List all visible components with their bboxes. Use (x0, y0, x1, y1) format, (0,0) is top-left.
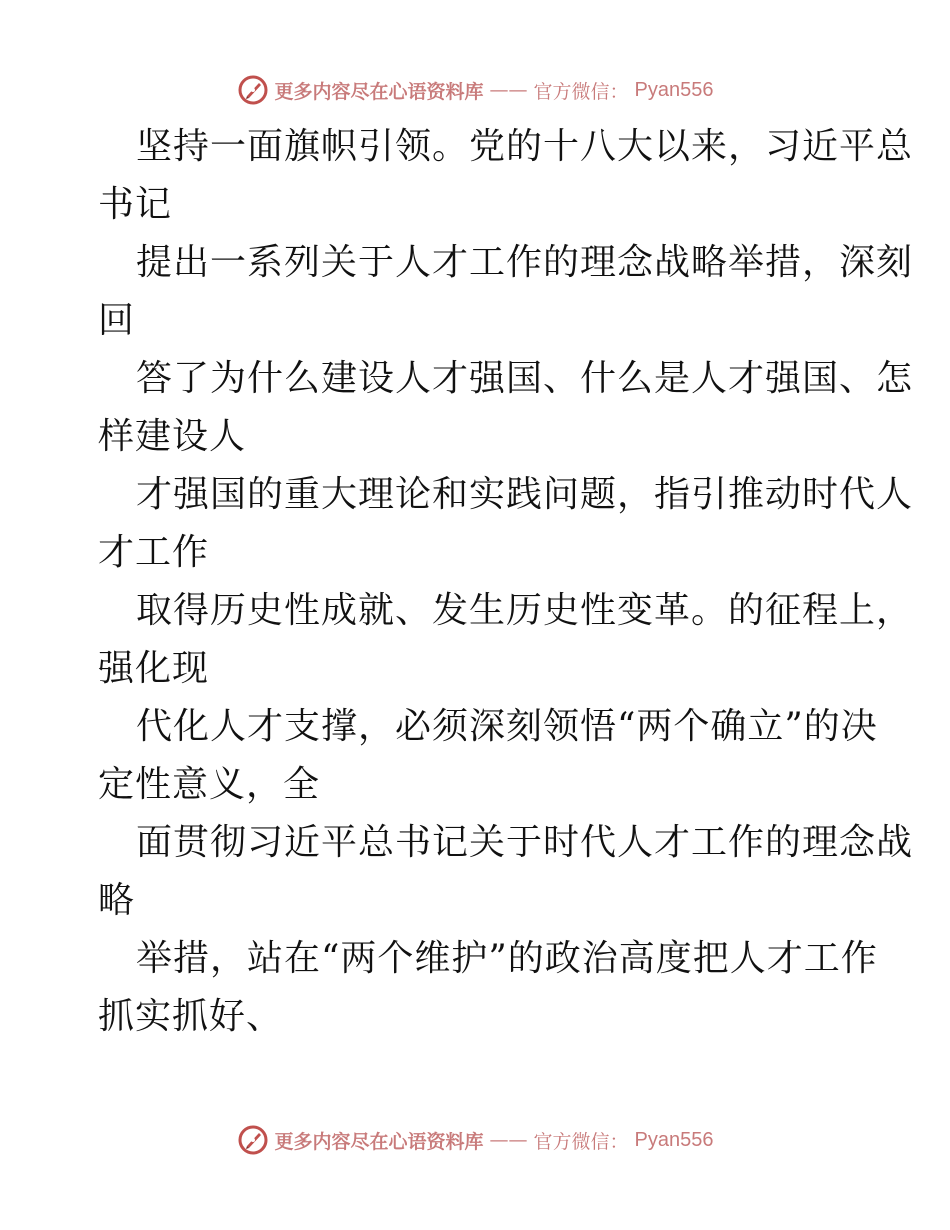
pen-logo-icon (237, 1124, 269, 1156)
footer-wechat-label: 官方微信： (533, 1130, 629, 1153)
page-header (0, 70, 950, 110)
paragraph-line: 代化人才支撑，必须深刻领悟“两个确立”的决 (136, 706, 878, 747)
paragraph-line: 取得历史性成就、发生历史性变革。的征程上， (136, 590, 914, 631)
paragraph-line: 坚持一面旗帜引领。党的十八大以来，习近平总 (136, 126, 914, 167)
paragraph-continuation: 略 (98, 880, 136, 921)
paragraph-continuation: 定性意义，全 (98, 764, 321, 805)
paragraph-line: 提出一系列关于人才工作的理念战略举措，深刻 (136, 242, 914, 283)
header-wechat-id: Pyan556 (634, 78, 714, 101)
paragraph-line: 面贯彻习近平总书记关于时代人才工作的理念战 (136, 822, 914, 863)
paragraph-line: 答了为什么建设人才强国、什么是人才强国、怎 (136, 358, 914, 399)
header-brand-dash: —— (489, 79, 528, 101)
paragraph-continuation: 样建设人 (98, 416, 247, 457)
pen-logo-icon (237, 74, 269, 106)
header-wechat-label: 官方微信： (533, 80, 629, 103)
footer-brand-dash: —— (489, 1129, 528, 1151)
paragraph-continuation: 才工作 (98, 532, 210, 573)
page-footer (0, 1120, 950, 1160)
paragraph-line: 举措，站在“两个维护”的政治高度把人才工作 (136, 938, 878, 979)
footer-brand (237, 1124, 714, 1156)
paragraph-continuation: 书记 (98, 184, 173, 225)
header-brand (237, 74, 714, 106)
footer-wechat-id: Pyan556 (634, 1128, 714, 1151)
document-body (98, 118, 914, 1046)
paragraph-continuation: 回 (98, 300, 136, 341)
paragraph-continuation: 抓实抓好、 (98, 996, 284, 1037)
header-brand-text: 更多内容尽在心语资料库 (274, 80, 484, 103)
paragraph-continuation: 强化现 (98, 648, 210, 689)
paragraph-line: 才强国的重大理论和实践问题，指引推动时代人 (136, 474, 914, 515)
footer-brand-text: 更多内容尽在心语资料库 (274, 1130, 484, 1153)
